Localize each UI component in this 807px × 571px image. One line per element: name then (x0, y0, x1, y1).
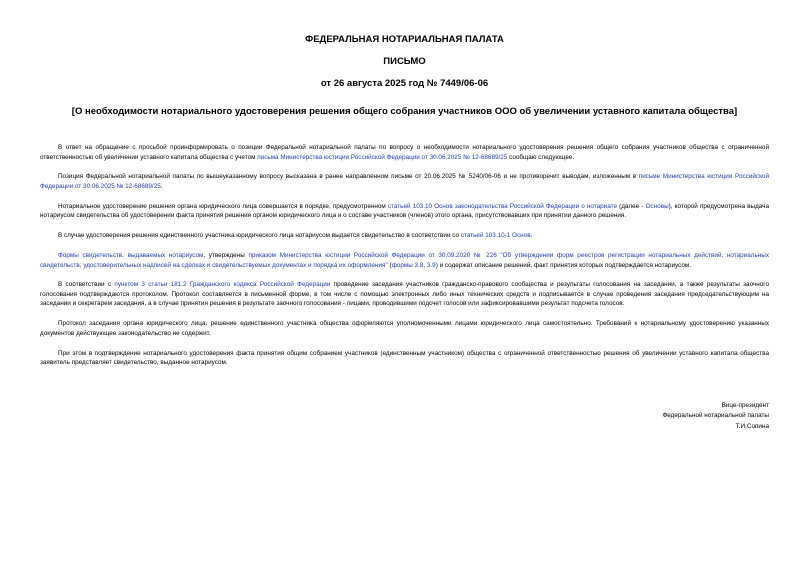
link-osnovy[interactable]: Основы (645, 202, 669, 210)
paragraph-8: При этом в подтверждение нотариального удостоверения факта принятия общим собранием участников (единственным участником) общества с ограниченной ответственностью решения об увеличении уставного капитала общества заявитель представляет свидетельство, выданное нотариусом. (40, 349, 769, 367)
link-article-103-10-1[interactable]: статьей 103.10-1 Основ (460, 232, 531, 240)
signatory-name: Т.И.Сопина (735, 422, 769, 430)
signatory-organization: Федеральной нотариальной палаты (662, 412, 769, 420)
paragraph-2: Позиция Федеральной нотариальной палаты по вышеуказанному вопросу высказана в ранее направленном письме от 20.06.2025 № 5240/06-06 и не противоречит выводам, изложенным в письме Министерства юстиции Российской Федерации от 30.06.2025 № 12-68689/25. (40, 173, 769, 190)
document-header (40, 34, 769, 117)
organization-title: ФЕДЕРАЛЬНАЯ НОТАРИАЛЬНАЯ ПАЛАТА (305, 34, 504, 45)
paragraph-7: Протокол заседания органа юридического лица, решение единственного участника общества оформляются уполномоченными лицами юридического лица самостоятельно. Требований к нотариальному удостоверению указанных документов действующее законодательство не содержит. (40, 320, 769, 337)
link-minjust-letter[interactable]: письма Министерства юстиции Российской Федерации от 30.06.2025 № 12-68689/25 (257, 153, 508, 161)
paragraph-1: В ответ на обращение с просьбой проинформировать о позиции Федеральной нотариальной палаты по вопросу о необходимости нотариального удостоверения решения общего собрания участников общества с ограниченной ответственностью об увеличении уставного капитала общества с учетом письма Министерства юстиции Российской Федерации от 30.06.2025 № 12-68689/25 сообщаю следующее. (40, 144, 769, 161)
link-order-226[interactable]: приказом Министерства юстиции Российской Федерации от 30.09.2020 № 226 "Об утверждении форм реестров регистрации нотариальных действий, нотариальных свидетельств, удостоверительных надписей на сделках и свидетельствуемых документах и порядка их оформления" (40, 251, 769, 269)
paragraph-5: Формы свидетельств, выдаваемых нотариусом, утверждены приказом Министерства юстиции Российской Федерации от 30.09.2020 № 226 "Об утверждении форм реестров регистрации нотариальных действий, нотариальных свидетельств, удостоверительных надписей на сделках и свидетельствуемых документах и порядка их оформления" (формы 3.8, 3.9) и содержат описание решений, факт принятия которых подтверждается нотариусом. (40, 251, 769, 269)
link-forms-3-8-3-9[interactable]: формы 3.8, 3.9 (391, 261, 436, 269)
link-certificate-forms[interactable]: Формы свидетельств, выдаваемых нотариусом (58, 251, 204, 259)
document-type: ПИСЬМО (383, 56, 426, 67)
document-date-number: от 26 августа 2025 год № 7449/06-06 (320, 78, 489, 89)
link-civil-code-181-2[interactable]: пунктом 3 статьи 181.2 Гражданского кодекса Российской Федерации (114, 281, 331, 289)
link-article-103-10[interactable]: статьей 103.10 Основ законодательства Российской Федерации о нотариате (387, 202, 617, 210)
signature-block (40, 401, 769, 432)
paragraph-3: Нотариальное удостоверение решения органа юридического лица совершается в порядке, предусмотренном статьей 103.10 Основ законодательства Российской Федерации о нотариате (далее - Основы), которой предусмотрена выдача нотариусом свидетельства об удостоверении факта принятия решения органом юридического лица и о составе участников (членов) этого органа, присутствовавших при принятии данного решения. (40, 202, 769, 220)
link-minjust-letter-2[interactable]: письме Министерства юстиции Российской Федерации от 30.06.2025 № 12-68689/25 (40, 173, 769, 190)
document-subject: [О необходимости нотариального удостоверения решения общего собрания участников ООО об увеличении уставного капитала общества] (71, 106, 738, 117)
signatory-position: Вице-президент (721, 401, 769, 409)
paragraph-4: В случае удостоверения решения единственного участника юридического лица нотариусом выдается свидетельство в соответствии со статьей 103.10-1 Основ. (58, 232, 533, 240)
paragraph-6: В соответствии с пунктом 3 статьи 181.2 Гражданского кодекса Российской Федерации проведение заседания участников гражданско-правового сообщества и результаты голосования на заседании, а также результаты заочного голосования подтверждаются протоколом. Протокол составляется в письменной форме, в том числе с помощью электронных либо иных технических средств и подписывается в случае проведения заседания председательствующим на заседании и секретарем заседания, а в случае принятия решения в результате заочного голосования - лицами, проводившими подсчет голосов или зафиксировавшими результат подсчета голосов. (40, 281, 769, 308)
document-body (40, 143, 769, 368)
